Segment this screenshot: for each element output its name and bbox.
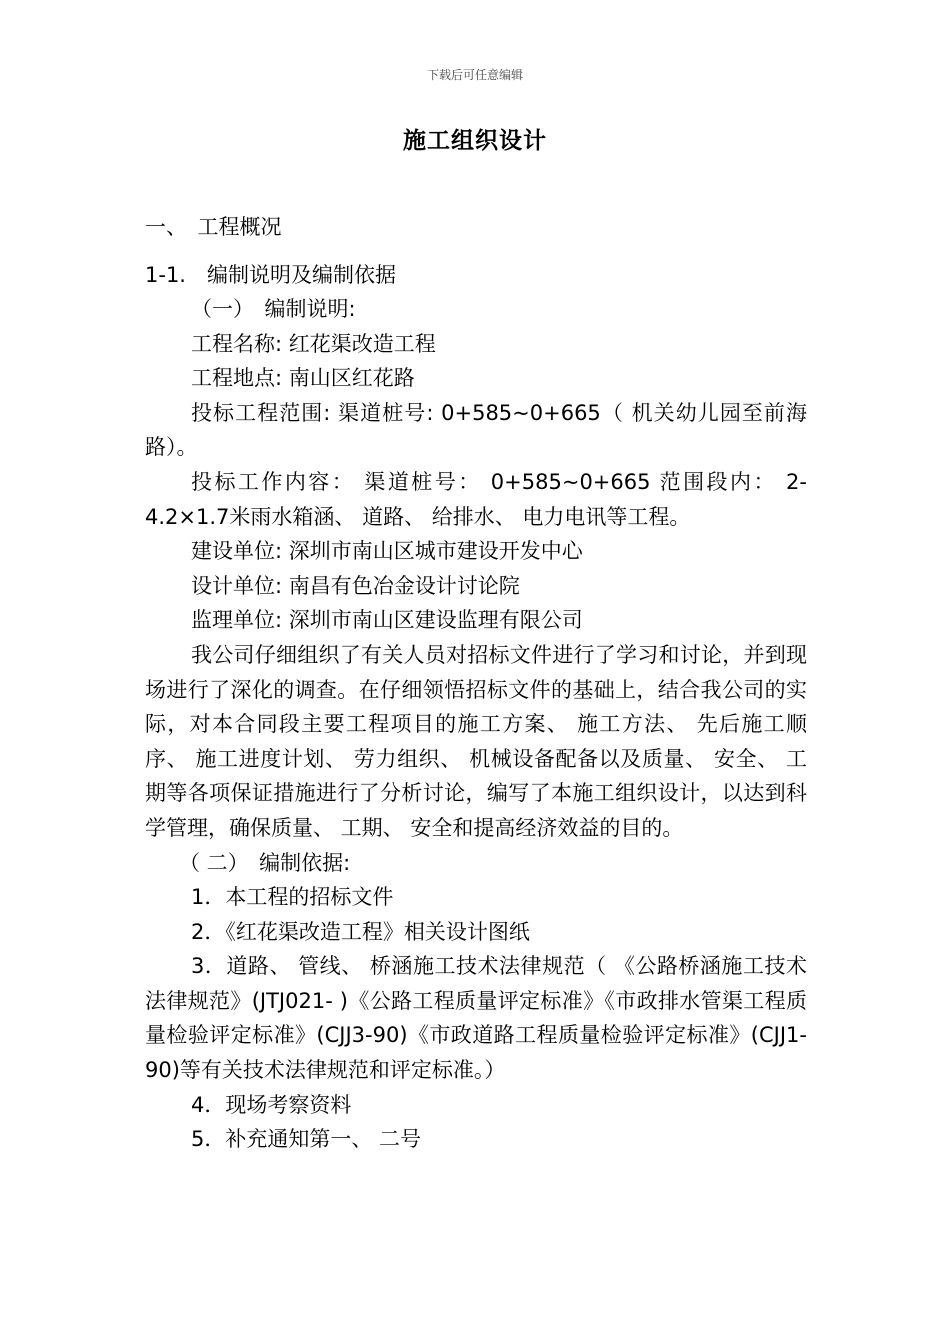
section-heading: 一、 工程概况: [145, 215, 282, 239]
document-title: 施工组织设计: [403, 128, 547, 154]
subsection-heading: 1-1. 编制说明及编制依据: [145, 263, 396, 287]
header-note: 下载后可任意编辑: [426, 68, 523, 82]
paragraph-bid-content: 投标工作内容： 渠道桩号： 0+585~0+665 范围段内： 2-4.2×1.7米雨水箱涵、 道路、 给排水、 电力电讯等工程。: [145, 469, 807, 529]
paragraph-company-statement: 我公司仔细组织了有关人员对招标文件进行了学习和讨论，并到现场进行了深化的调查。在仔细领悟招标文件的基础上，结合我公司的实际，对本合同段主要工程项目的施工方案、 施工方法、 先后施工顺序、 施工进度计划、 劳力组织、 机械设备配备以及质量、 安全、 工期等各项保证措施进行了分析讨论，编写了本施工组织设计，以达到科学管理，确保质量、 工期、 安全和提高经济效益的目的。: [145, 642, 807, 840]
paragraph-basis-heading: （ 二） 编制依据:: [179, 850, 351, 875]
document-body: [145, 210, 807, 1157]
paragraph-bid-scope: 投标工程范围: 渠道桩号: 0+585~0+665（ 机关幼儿园至前海路）。: [145, 400, 807, 460]
list-item-basis-3: 3．道路、 管线、 桥涵施工技术法律规范（ 《公路桥涵施工技术法律规范》(JTJ021- )《公路工程质量评定标准》《市政排水管渠工程质量检验评定标准》(CJJ3-90)《市政道路工程质量检验评定标准》(CJJ1-90)等有关技术法律规范和评定标准。）: [145, 954, 807, 1083]
list-item-basis-2: 2．《红花渠改造工程》相关设计图纸: [191, 919, 530, 944]
list-item-basis-1: 1．本工程的招标文件: [191, 885, 394, 910]
paragraph-designer: 设计单位: 南昌有色冶金设计讨论院: [191, 573, 520, 598]
list-item-basis-4: 4．现场考察资料: [191, 1092, 352, 1117]
paragraph-compile-notes-heading: （一） 编制说明:: [191, 297, 356, 321]
paragraph-project-location: 工程地点: 南山区红花路: [191, 366, 415, 391]
paragraph-owner: 建设单位: 深圳市南山区城市建设开发中心: [191, 539, 583, 564]
paragraph-supervisor: 监理单位: 深圳市南山区建设监理有限公司: [191, 608, 583, 633]
paragraph-project-name: 工程名称: 红花渠改造工程: [191, 331, 436, 356]
list-item-basis-5: 5．补充通知第一、 二号: [191, 1127, 422, 1152]
